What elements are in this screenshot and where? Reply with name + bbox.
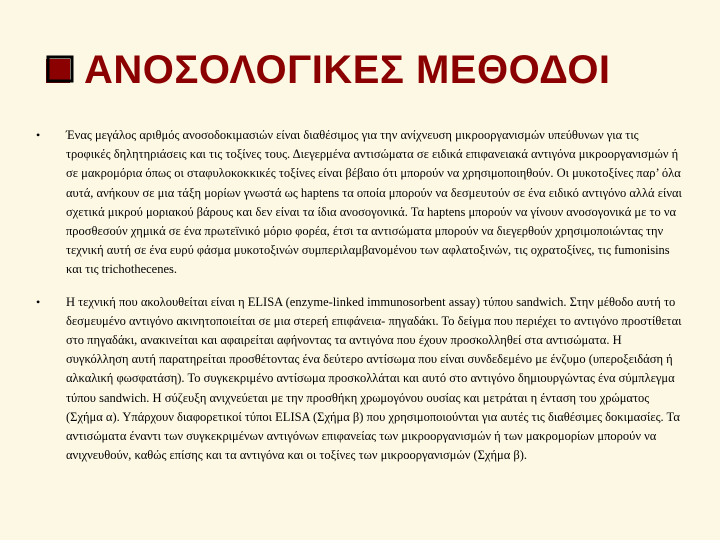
- list-item: [36, 126, 684, 280]
- checkbox-square-icon: [44, 55, 74, 85]
- bullet-list: [36, 126, 684, 478]
- bullet-text: Ένας μεγάλος αριθμός ανοσοδοκιμασιών είναι διαθέσιμος για την ανίχνευση μικροοργανισμών υπεύθυνων για τις τροφικές δηλητηριάσεις και τις τοξίνες τους. Διεγερμένα αντισώματα σε ειδικά επιφανειακά αντιγόνα μικροοργανισμών ή σε μακρομόρια όπως οι σταφυλοκοκκικές τοξίνες είναι βέβαιο ότι μπορούν να χρησιμοποιηθούν. Οι μυκοτοξίνες παρ’ όλα αυτά, ανήκουν σε μια τάξη μορίων γνωστά ως haptens τα οποία μπορούν να δεσμευτούν σε ένα ειδικό αντιγόνο αλλά είναι σχετικά μικρού μοριακού βάρους και δεν είναι τα ίδια ανοσογονικά. Τα haptens μπορούν να γίνουν ανοσογονικά με το να προσθεσούν χημικά σε ένα πρωτεϊνικό μόριο φορέα, έτσι τα αντισώματα μπορούν να διεγερθούν χρησιμοποιώντας την τεχνική αυτή σε ένα ευρύ φάσμα μυκοτοξινών συμπεριλαμβανομένου των αφλατοξινών, τις οχρατοξίνες, τις fumonisins και τις trichothecenes.: [66, 128, 682, 277]
- bullet-text: Η τεχνική που ακολουθείται είναι η ELISA (enzyme-linked immunosorbent assay) τύπου sandwich. Στην μέθοδο αυτή το δεσμευμένο αντιγόνο ακινητοποιείται σε μια στερεή επιφάνεια- πηγαδάκι. Το δείγμα που περιέχει το αντιγόνο προστίθεται στο πηγαδάκι, ανακινείται και αφαιρείται αφήνοντας τα αντιγόνα που έχουν προσκολληθεί στα αντισώματα. Η συγκόλληση αυτή παρατηρείται προσθέτοντας ένα δεύτερο αντίσωμα που είναι συνδεδεμένο με ένζυμο (υπεροξειδάση ή αλκαλική φωσφατάση). Το συγκεκριμένο αντίσωμα προσκολλάται και αυτό στο αντιγόνο δημιουργώντας ένα σύμπλεγμα τύπου sandwich. Η σύζευξη ανιχνεύεται με την προσθήκη χρωμογόνου ουσίας και μετράται η ένταση του χρώματος (Σχήμα α). Υπάρχουν διαφορετικοί τύποι ELISA (Σχήμα β) που χρησιμοποιούνται για αυτές τις διαθέσιμες δοκιμασίες. Τα αντισώματα έναντι των συγκεκριμένων αντιγόνων επιφανείας των μικροοργανισμών ή των μακρομορίων μπορούν να ανιχνευθούν, καθώς επίσης και τα αντιγόνα και οι τοξίνες των μικροοργανισμών (Σχήμα β).: [66, 294, 682, 463]
- bullet-marker: •: [36, 294, 41, 309]
- title-row: [44, 40, 611, 100]
- slide-title: ΑΝΟΣΟΛΟΓΙΚΕΣ ΜΕΘΟΔΟΙ: [84, 47, 611, 92]
- list-item: [36, 293, 684, 466]
- bullet-marker: •: [36, 128, 41, 142]
